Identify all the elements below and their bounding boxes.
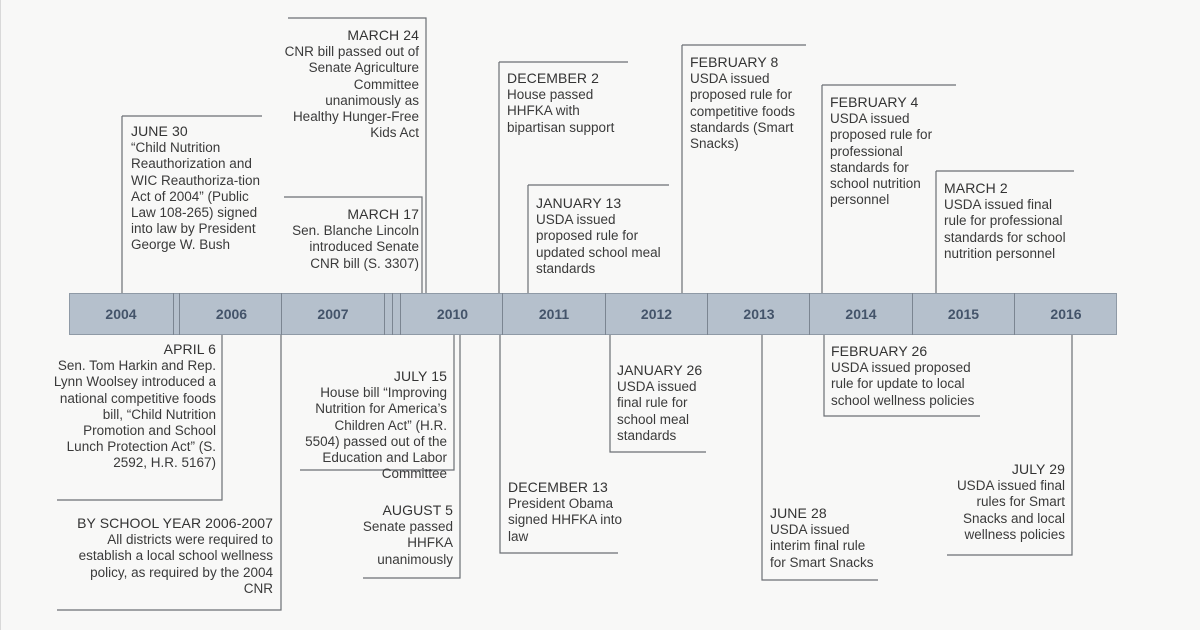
event-text: CNR bill passed out of Senate Agriculture Committee unanimously as Healthy Hunger-Free Kids Act xyxy=(284,44,419,141)
event-2013-june-28 xyxy=(770,505,882,571)
event-text: USDA issued final rules for Smart Snacks and local wellness policies xyxy=(956,478,1065,542)
event-text: “Child Nutrition Reauthorization and WIC Reauthoriza-tion Act of 2004” (Public Law 108-265) signed into law by President George W. Bush xyxy=(131,140,261,253)
event-2010-december-13 xyxy=(508,479,624,545)
year-2007: 2007 xyxy=(317,306,349,322)
event-2012-january-26 xyxy=(617,362,717,444)
event-2010-july-15 xyxy=(297,368,447,482)
event-2010-december-2 xyxy=(507,70,629,136)
event-text: USDA issued proposed rule for competitive foods standards (Smart Snacks) xyxy=(690,71,796,152)
event-text: USDA issued final rule for school meal standards xyxy=(617,379,697,443)
event-date: BY SCHOOL YEAR 2006-2007 xyxy=(77,515,273,531)
event-text: All districts were required to establish a local school wellness policy, as required by the 2004 CNR xyxy=(78,532,273,596)
event-2004-june-30 xyxy=(131,123,261,254)
year-divider xyxy=(1014,293,1015,335)
year-2016: 2016 xyxy=(1050,306,1082,322)
event-date: JULY 15 xyxy=(393,368,447,384)
event-date: MARCH 17 xyxy=(347,206,419,222)
event-2016-july-29 xyxy=(945,461,1065,543)
event-2013-february-8 xyxy=(690,54,812,152)
event-2014-february-26 xyxy=(831,343,991,409)
event-date: JUNE 28 xyxy=(770,505,827,521)
event-date: JULY 29 xyxy=(1011,461,1065,477)
year-divider xyxy=(400,293,401,335)
year-divider xyxy=(179,293,180,335)
event-date: FEBRUARY 26 xyxy=(831,343,928,359)
event-date: MARCH 2 xyxy=(944,180,1008,196)
event-text: Sen. Tom Harkin and Rep. Lynn Woolsey introduced a national competitive foods bill, “Child Nutrition Promotion and School Lunch Protection Act” (S. 2592, H.R. 5167) xyxy=(53,358,216,471)
year-2011: 2011 xyxy=(538,306,570,322)
year-2012: 2012 xyxy=(640,306,673,322)
event-text: President Obama signed HHFKA into law xyxy=(508,496,623,544)
year-divider xyxy=(605,293,606,335)
event-2010-august-5 xyxy=(357,502,453,568)
event-date: FEBRUARY 8 xyxy=(690,54,779,70)
year-divider xyxy=(281,293,282,335)
year-divider xyxy=(912,293,913,335)
year-2015: 2015 xyxy=(947,306,980,322)
year-divider xyxy=(173,293,174,335)
event-text: House passed HHFKA with bipartisan support xyxy=(507,87,615,135)
year-2004: 2004 xyxy=(105,306,137,322)
year-2013: 2013 xyxy=(743,306,775,322)
event-2006-school-year xyxy=(59,515,273,597)
event-text: Senate passed HHFKA unanimously xyxy=(362,519,453,567)
year-divider xyxy=(502,293,503,335)
event-date: FEBRUARY 4 xyxy=(830,94,919,110)
year-divider xyxy=(392,293,393,335)
event-2005-april-6 xyxy=(53,341,216,472)
year-2010: 2010 xyxy=(436,306,469,322)
event-2010-march-24 xyxy=(279,27,419,141)
year-divider xyxy=(707,293,708,335)
year-divider xyxy=(384,293,385,335)
year-divider xyxy=(809,293,810,335)
event-text: USDA issued proposed rule for update to local school wellness policies xyxy=(831,360,975,408)
event-date: DECEMBER 13 xyxy=(508,479,608,495)
event-2014-february-4 xyxy=(830,94,935,208)
event-date: APRIL 6 xyxy=(163,341,216,357)
event-date: AUGUST 5 xyxy=(382,502,453,518)
event-date: JANUARY 26 xyxy=(617,362,703,378)
event-2015-march-2 xyxy=(944,180,1078,262)
event-text: USDA issued proposed rule for professional standards for school nutrition personnel xyxy=(830,111,933,208)
year-2006: 2006 xyxy=(215,306,248,322)
event-date: JANUARY 13 xyxy=(536,195,622,211)
event-2011-january-13 xyxy=(536,195,670,277)
event-date: JUNE 30 xyxy=(131,123,188,139)
year-2014: 2014 xyxy=(845,306,877,322)
event-date: DECEMBER 2 xyxy=(507,70,600,86)
event-text: USDA issued final rule for professional standards for school nutrition personnel xyxy=(944,197,1066,261)
event-text: USDA issued proposed rule for updated school meal standards xyxy=(536,212,661,276)
event-date: MARCH 24 xyxy=(347,27,419,43)
event-text: House bill “Improving Nutrition for America’s Children Act” (H.R. 5504) passed out of the Education and Labor Committee xyxy=(305,385,447,482)
event-2010-march-17 xyxy=(279,206,419,272)
event-text: Sen. Blanche Lincoln introduced Senate CNR bill (S. 3307) xyxy=(292,223,419,271)
event-text: USDA issued interim final rule for Smart Snacks xyxy=(770,522,874,570)
